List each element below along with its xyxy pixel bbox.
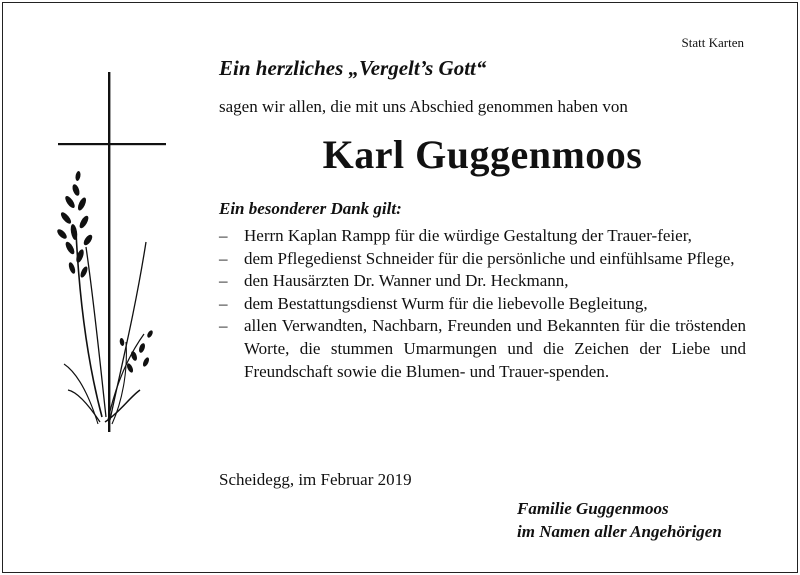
list-item-text: den Hausärzten Dr. Wanner und Dr. Heckmann, [244, 271, 569, 291]
thanks-heading: Ein besonderer Dank gilt: [219, 199, 402, 218]
list-dash: – [219, 248, 228, 268]
list-item [219, 293, 746, 316]
place-date: Scheidegg, im Februar 2019 [219, 470, 412, 489]
deceased-name: Karl Guggenmoos [322, 132, 643, 177]
signature-line-1: Familie Guggenmoos [517, 499, 669, 518]
thanks-list [219, 225, 746, 383]
list-item [219, 248, 746, 271]
list-item-text: dem Bestattungsdienst Wurm für die liebevolle Begleitung, [244, 293, 648, 313]
list-dash: – [219, 271, 228, 291]
list-item-text: dem Pflegedienst Schneider für die persönliche und einfühlsame Pflege, [244, 248, 735, 268]
list-item-text: Herrn Kaplan Rampp für die würdige Gestaltung der Trauer-feier, [244, 226, 692, 245]
list-dash: – [219, 316, 228, 336]
list-item [219, 225, 746, 248]
statt-karten-note: Statt Karten [681, 35, 744, 50]
list-dash: – [219, 226, 228, 245]
list-item [219, 315, 746, 383]
list-item [219, 270, 746, 293]
headline: Ein herzliches „Vergelt’s Gott“ [219, 56, 487, 80]
subline: sagen wir allen, die mit uns Abschied genommen haben von [219, 97, 628, 116]
cross-and-grass-icon [50, 72, 180, 452]
signature-line-2: im Namen aller Angehörigen [517, 522, 722, 541]
signature [517, 497, 722, 543]
list-item-text: allen Verwandten, Nachbarn, Freunden und Bekannten für die tröstenden Worte, die stummen Umarmungen und die Zeichen der Liebe und Freundschaft sowie die Blumen- und Trauer-spenden. [244, 316, 746, 381]
list-dash: – [219, 293, 228, 313]
